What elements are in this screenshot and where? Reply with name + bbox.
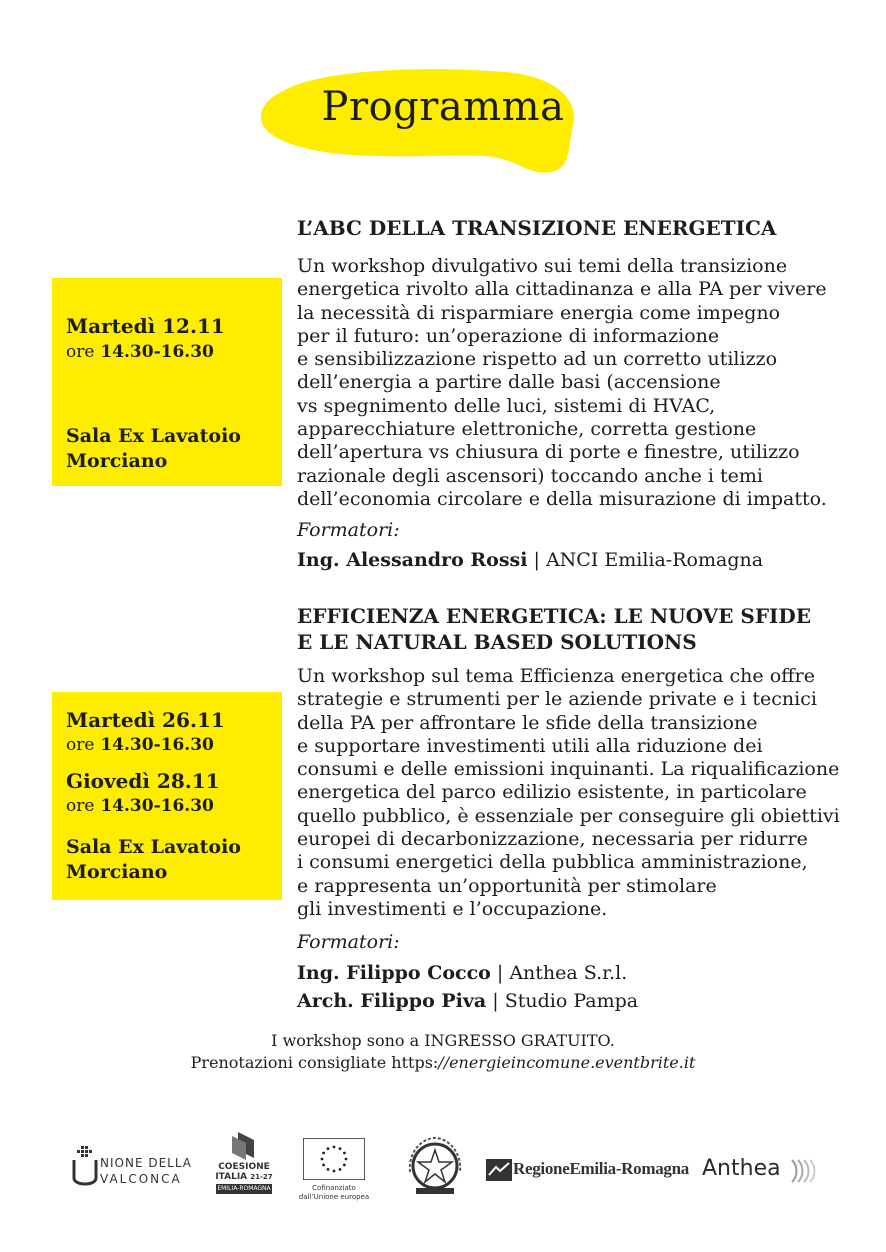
time-label: ore: [66, 735, 95, 755]
description-line: europei di decarbonizzazione, necessaria per ridurre: [297, 828, 808, 851]
coesione-years: 21-27: [250, 1173, 273, 1181]
time-label: ore: [66, 796, 95, 816]
unione-u-mark-icon: [70, 1142, 100, 1192]
unione-valconca-logo: [70, 1142, 200, 1192]
trainers-label: Formatori:: [297, 931, 400, 954]
venue-line: Morciano: [66, 450, 168, 472]
eu-star-icon: [343, 1152, 346, 1155]
eu-star-icon: [322, 1164, 325, 1167]
date-box-workshop-2: [52, 692, 282, 900]
eu-flag-icon: [303, 1138, 365, 1180]
description-line: e sensibilizzazione rispetto ad un corretto utilizzo: [297, 348, 778, 371]
description-line: Un workshop sul tema Efficienza energetica che offre: [297, 665, 815, 687]
date-day: Martedì 26.11: [66, 708, 225, 732]
trainer-entry: Arch. Filippo Piva | Studio Pampa: [297, 990, 639, 1013]
workshop-1-section: [297, 215, 857, 571]
anthea-waves-icon: [790, 1156, 818, 1186]
trainer-name: Ing. Alessandro Rossi: [297, 549, 528, 572]
eu-cofinanced-logo: [294, 1138, 374, 1204]
workshop-description: [297, 255, 857, 511]
trainers-label: Formatori:: [297, 519, 400, 542]
republic-emblem-icon: [402, 1132, 468, 1202]
eu-star-icon: [345, 1158, 348, 1161]
trainer-name: Arch. Filippo Piva: [297, 990, 487, 1013]
date-day: Martedì 12.11: [66, 314, 225, 338]
workshop-2-section: [297, 603, 857, 1012]
time-value: 14.30-16.30: [100, 342, 214, 362]
description-line: energetica del parco edilizio esistente, in particolare: [297, 781, 807, 804]
italian-republic-emblem: [402, 1132, 468, 1202]
venue-line: Sala Ex Lavatoio: [66, 425, 241, 447]
description-line: energetica rivolto alla cittadinanza e alla PA per vivere: [297, 278, 827, 301]
date-time: [66, 342, 214, 362]
description-line: vs spegnimento delle luci, sistemi di HVAC,: [297, 394, 716, 417]
coesione-italia-text: [214, 1172, 274, 1182]
coesione-italia-logo: [214, 1130, 274, 1202]
footer-free-entry: I workshop sono a INGRESSO GRATUITO.: [271, 1031, 615, 1050]
date-time: [66, 796, 214, 816]
footer-note: [0, 1030, 886, 1074]
coesione-region: EMILIA-ROMAGNA: [217, 1185, 271, 1192]
eu-star-icon: [343, 1164, 346, 1167]
workshop-description: [297, 665, 857, 921]
workshop-title: E LE NATURAL BASED SOLUTIONS: [297, 630, 697, 654]
eu-text-2: dall’Unione europea: [298, 1193, 370, 1201]
eu-star-icon: [322, 1152, 325, 1155]
booking-link[interactable]: //energieincomune.eventbrite.it: [438, 1053, 696, 1072]
description-line: razionale degli ascensori) toccando anche i temi: [297, 464, 764, 487]
trainer-org: Studio Pampa: [504, 990, 639, 1013]
description-line: quello pubblico, è essenziale per conseguire gli obiettivi: [297, 804, 840, 827]
date-time: [66, 735, 214, 755]
coesione-text: COESIONE: [218, 1162, 270, 1172]
workshop-title: EFFICIENZA ENERGETICA: LE NUOVE SFIDE: [297, 604, 811, 628]
unione-text-1: NIONE DELLA: [100, 1156, 193, 1170]
description-line: dell’apertura vs chiusura di porte e finestre, utilizzo: [297, 441, 800, 464]
coesione-mark-icon: [224, 1130, 264, 1162]
eu-star-icon: [333, 1146, 336, 1149]
eu-star-icon: [339, 1147, 342, 1150]
description-line: e supportare investimenti utili alla riduzione dei: [297, 734, 763, 757]
eu-star-icon: [333, 1170, 336, 1173]
description-line: i consumi energetici della pubblica amministrazione,: [297, 851, 808, 874]
description-line: dell’energia a partire dalle basi (accensione: [297, 371, 721, 394]
date-box-workshop-1: [52, 278, 282, 486]
page-title: Programma: [321, 84, 565, 130]
description-line: la necessità di risparmiare energia come impegno: [297, 301, 781, 324]
description-line: dell’economia circolare e della misurazione di impatto.: [297, 487, 827, 510]
description-line: gli investimenti e l’occupazione.: [297, 897, 608, 920]
trainer-entry: Ing. Filippo Cocco | Anthea S.r.l.: [297, 962, 628, 985]
trainer-name: Ing. Filippo Cocco: [297, 962, 491, 985]
time-value: 14.30-16.30: [100, 796, 214, 816]
time-label: ore: [66, 342, 95, 362]
time-value: 14.30-16.30: [100, 735, 214, 755]
venue-line: Morciano: [66, 861, 168, 883]
date-day: Giovedì 28.11: [66, 769, 220, 793]
anthea-text: Anthea: [702, 1156, 781, 1181]
workshop-title: L’ABC DELLA TRANSIZIONE ENERGETICA: [297, 216, 777, 240]
regione-emilia-romagna-logo: [486, 1157, 689, 1185]
eu-star-icon: [321, 1158, 324, 1161]
regione-mark-icon: [486, 1159, 512, 1181]
unione-text-2: VALCONCA: [100, 1172, 182, 1186]
trainer-entry: Ing. Alessandro Rossi | ANCI Emilia-Romagna: [297, 549, 764, 572]
description-line: per il futuro: un’operazione di informazione: [297, 324, 720, 347]
eu-text-1: Cofinanziato: [312, 1184, 356, 1192]
description-line: apparecchiature elettroniche, corretta gestione: [297, 418, 757, 441]
footer-booking: [0, 1052, 886, 1074]
description-line: Un workshop divulgativo sui temi della transizione: [297, 255, 788, 277]
description-line: e rappresenta un’opportunità per stimolare: [297, 874, 717, 897]
eu-star-icon: [327, 1147, 330, 1150]
venue-line: Sala Ex Lavatoio: [66, 836, 241, 858]
footer-booking-prefix: Prenotazioni consigliate https:: [190, 1053, 439, 1072]
eu-star-icon: [339, 1168, 342, 1171]
coesione-italia-word: ITALIA: [215, 1172, 248, 1182]
trainer-org: Anthea S.r.l.: [509, 962, 628, 985]
description-line: consumi e delle emissioni inquinanti. La riqualificazione: [297, 758, 840, 781]
description-line: strategie e strumenti per le aziende private e i tecnici: [297, 688, 817, 711]
regione-text: RegioneEmilia-Romagna: [513, 1159, 689, 1178]
trainer-org: ANCI Emilia-Romagna: [545, 549, 764, 572]
description-line: della PA per affrontare le sfide della transizione: [297, 711, 758, 734]
anthea-logo: [702, 1154, 822, 1188]
eu-star-icon: [327, 1168, 330, 1171]
